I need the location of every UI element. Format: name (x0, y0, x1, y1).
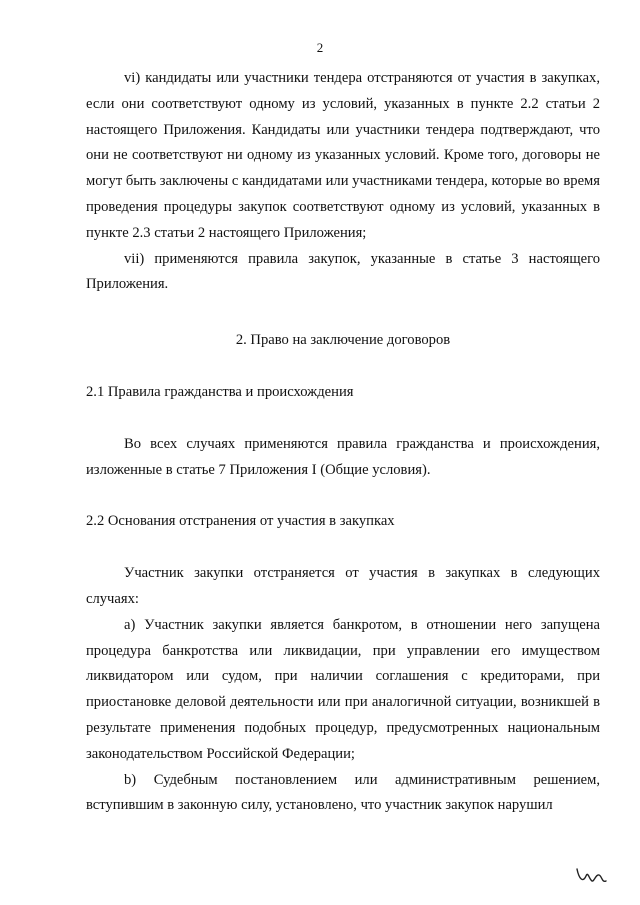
paragraph-2-2-intro: Участник закупки отстраняется от участия в закупках в следующих случаях: (86, 565, 600, 607)
subsection-heading-2-2: 2.2 Основания отстранения от участия в закупках (86, 513, 395, 530)
section-heading-2: 2. Право на заключение договоров (235, 332, 451, 349)
page-body (86, 66, 600, 819)
paragraph-b: b) Судебным постановлением или административным решением, вступившим в законную силу, установлено, что участник закупок нарушил (86, 771, 600, 814)
page-number: 2 (316, 40, 324, 55)
subsection-heading-2-1: 2.1 Правила гражданства и происхождения (86, 383, 354, 400)
handwritten-initials-icon (574, 863, 610, 887)
paragraph-vi: vi) кандидаты или участники тендера отстраняются от участия в закупках, если они соответствуют одному из условий, указанных в пункте 2.2 статьи 2 настоящего Приложения. Кандидаты или участники тендера подтверждают, что они не соответствуют ни одному из указанных условий. Кроме того, договоры не могут быть заключены с кандидатами или участниками тендера, которые во время проведения процедуры закупок соответствуют одному из условий, указанных в пункте 2.3 статьи 2 настоящего Приложения; (86, 70, 600, 241)
paragraph-a: а) Участник закупки является банкротом, в отношении него запущена процедура банкротства или ликвидации, при управлении его имуществом ликвидатором или судом, при наличии соглашения с кредиторами, при приостановке деловой деятельности или при аналогичной ситуации, возникшей в результате применения подобных процедур, предусмотренных национальным законодательством Российской Федерации; (86, 616, 600, 762)
paragraph-vii: vii) применяются правила закупок, указанные в статье 3 настоящего Приложения. (86, 250, 600, 293)
paragraph-2-1: Во всех случаях применяются правила гражданства и происхождения, изложенные в статье 7 Приложения I (Общие условия). (86, 435, 600, 478)
